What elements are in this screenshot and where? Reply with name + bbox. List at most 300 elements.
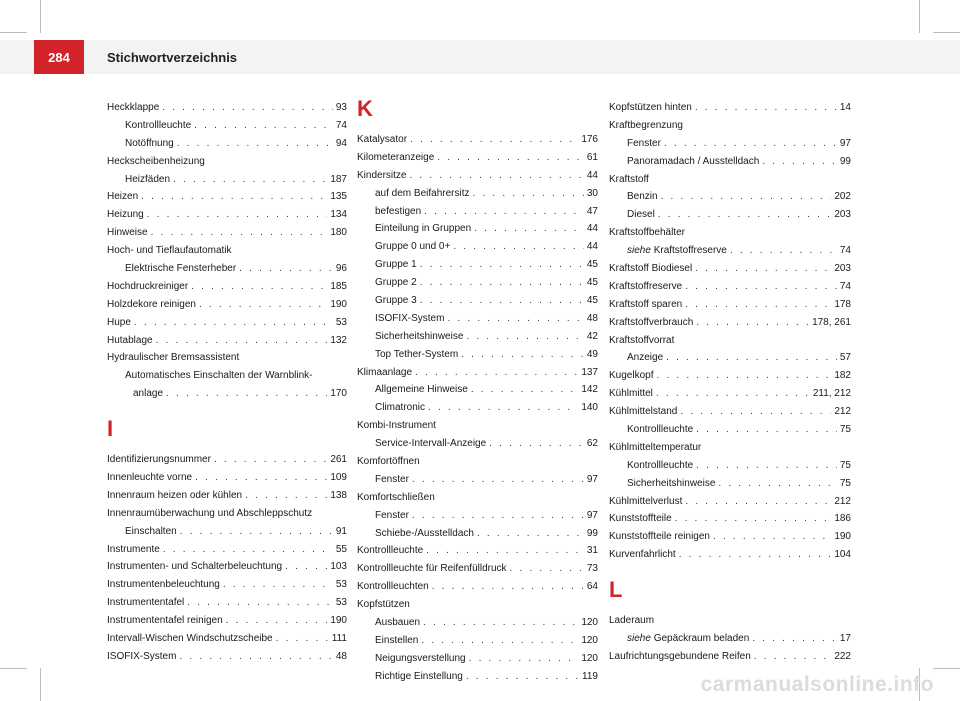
entry-text: Gruppe 1 [375, 259, 417, 271]
dot-leader [696, 457, 837, 475]
entry-text: Einschalten [125, 525, 177, 537]
entry-term [609, 314, 693, 332]
entry-text: Kontrollleuchten [357, 581, 429, 593]
entry-term [375, 632, 418, 650]
entry-page-number: 75 [839, 459, 851, 471]
entry-page-number: 14 [839, 101, 851, 113]
entry-text: Heckklappe [107, 101, 160, 113]
entry-page-number: 53 [335, 579, 347, 591]
entry-term [107, 541, 160, 559]
index-entry [357, 203, 598, 221]
index-column-3 [609, 99, 851, 666]
index-entry [357, 220, 598, 238]
dot-leader [226, 612, 328, 630]
index-heading: Kühlmitteltemperatur [609, 441, 702, 453]
entry-term [107, 558, 282, 576]
entry-term [107, 332, 153, 350]
entry-page-number: 45 [586, 259, 598, 271]
entry-page-number: 222 [834, 650, 851, 662]
index-entry [107, 278, 347, 296]
dot-leader [426, 542, 584, 560]
dot-leader [412, 507, 584, 525]
dot-leader [762, 153, 837, 171]
dot-leader [162, 99, 333, 117]
entry-page-number: 75 [839, 424, 851, 436]
entry-page-number: 47 [586, 205, 598, 217]
entry-text: Kurvenfahrlicht [609, 549, 676, 561]
entry-text: Panoramadach / Ausstelldach [627, 155, 760, 167]
entry-term [107, 469, 192, 487]
dot-leader [656, 367, 831, 385]
dot-leader [466, 668, 579, 686]
dot-leader [180, 523, 333, 541]
index-entry [609, 135, 851, 153]
dot-leader [718, 475, 836, 493]
entry-term [627, 135, 661, 153]
index-heading: Laderaum [609, 615, 655, 627]
entry-term [375, 435, 486, 453]
index-entry [357, 167, 598, 185]
dot-leader [752, 630, 837, 648]
entry-text: Kühlmittelverlust [609, 495, 683, 507]
entry-page-number: 30 [586, 187, 598, 199]
entry-term [107, 648, 176, 666]
entry-term [627, 206, 655, 224]
entry-term [125, 171, 170, 189]
dot-leader [664, 135, 837, 153]
index-entry [609, 457, 851, 475]
entry-text: Kontrollleuchte [627, 424, 694, 436]
entry-term [609, 546, 676, 564]
entry-page-number: 91 [335, 525, 347, 537]
dot-leader [658, 206, 832, 224]
index-entry [357, 185, 598, 203]
entry-term [375, 525, 474, 543]
index-entry [357, 614, 598, 632]
entry-page-number: 57 [839, 352, 851, 364]
entry-text: Heizung [107, 209, 144, 221]
entry-page-number: 45 [586, 277, 598, 289]
entry-term [357, 131, 407, 149]
entry-term [375, 292, 417, 310]
dot-leader [156, 332, 328, 350]
dot-leader [685, 278, 837, 296]
index-entry [609, 421, 851, 439]
entry-term [357, 578, 429, 596]
entry-text: Innenleuchte vorne [107, 472, 193, 484]
dot-leader [695, 260, 831, 278]
index-entry [107, 451, 347, 469]
index-entry [107, 594, 347, 612]
entry-term [375, 203, 421, 221]
index-entry [609, 314, 851, 332]
crop-mark [40, 0, 41, 33]
entry-text: Heizfäden [125, 173, 171, 185]
dot-leader [177, 135, 333, 153]
entry-text: Sicherheitshinweise [375, 330, 464, 342]
index-entry [357, 131, 598, 149]
entry-text: Anzeige [627, 352, 664, 364]
entry-text: Kunststoffteile [609, 513, 672, 525]
index-entry [609, 153, 851, 171]
entry-page-number: 203 [834, 209, 851, 221]
entry-text: Kontrollleuchte [125, 119, 192, 131]
entry-text: Gruppe 3 [375, 295, 417, 306]
entry-page-number: 190 [330, 298, 347, 310]
index-entry [357, 256, 598, 274]
entry-text: Ausbauen [375, 617, 421, 629]
dot-leader [420, 292, 584, 310]
entry-term [609, 99, 692, 117]
entry-text: Katalysator [357, 133, 408, 145]
entry-term [375, 471, 409, 489]
entry-term [125, 135, 174, 153]
entry-text: Hupe [107, 316, 131, 328]
index-entry [609, 188, 851, 206]
dot-leader [410, 131, 578, 149]
entry-term [609, 367, 653, 385]
entry-page-number: 104 [834, 549, 851, 561]
entry-text: Instrumententafel [107, 597, 185, 609]
index-entry [609, 493, 851, 511]
entry-term [375, 507, 409, 525]
entry-page-number: 17 [839, 633, 851, 645]
dot-leader [415, 364, 578, 382]
crop-mark [0, 668, 27, 669]
entry-page-number: 190 [834, 531, 851, 543]
entry-text: Climatronic [375, 402, 426, 414]
entry-page-number: 97 [839, 137, 851, 149]
entry-term [609, 385, 653, 403]
entry-text: Neigungsverstellung [375, 652, 466, 664]
dot-leader [695, 99, 837, 117]
dot-leader [432, 578, 584, 596]
entry-text: Kraftstoff sparen [609, 298, 683, 310]
index-entry [609, 278, 851, 296]
dot-leader [474, 220, 584, 238]
index-heading: Kopfstützen [357, 599, 410, 611]
entry-text: Kontrollleuchte [357, 545, 424, 557]
entry-text: Laufrichtungsgebundene Reifen [609, 650, 751, 662]
dot-leader [420, 256, 584, 274]
entry-term [107, 451, 211, 469]
index-entry [609, 475, 851, 493]
entry-page-number: 135 [330, 191, 347, 203]
entry-term [609, 510, 672, 528]
index-entry [357, 238, 598, 256]
index-entry [357, 292, 598, 310]
index-entry [609, 367, 851, 385]
entry-term [107, 576, 220, 594]
index-entry [357, 310, 598, 328]
index-entry [609, 403, 851, 421]
index-entry [357, 578, 598, 596]
index-entry [107, 135, 347, 153]
entry-text: Kindersitze [357, 169, 407, 181]
entry-text: Kraftstoffverbrauch [609, 316, 694, 328]
dot-leader [675, 510, 832, 528]
entry-term [375, 328, 463, 346]
entry-text: Einstellen [375, 634, 419, 646]
dot-leader [453, 238, 584, 256]
index-heading: Kraftbegrenzung [609, 119, 683, 131]
index-heading: Hydraulischer Bremsassistent [107, 352, 240, 364]
index-entry [609, 546, 851, 564]
entry-term [375, 650, 466, 668]
entry-page-number: 178, 261 [812, 316, 851, 328]
index-heading: Kombi-Instrument [357, 420, 436, 432]
index-entry [609, 648, 851, 666]
dot-leader [245, 487, 327, 505]
entry-text: befestigen [375, 205, 422, 217]
crop-mark [933, 32, 960, 33]
index-entry [357, 149, 598, 167]
entry-page-number: 64 [586, 581, 598, 593]
entry-page-number: 185 [330, 280, 347, 292]
dot-leader [685, 296, 831, 314]
section-letter: L [609, 577, 623, 603]
index-entry [609, 99, 851, 117]
entry-term [627, 153, 759, 171]
entry-page-number: 140 [581, 402, 598, 414]
entry-page-number: 180 [330, 227, 347, 239]
index-entry [107, 612, 347, 630]
index-entry [357, 560, 598, 578]
dot-leader [685, 493, 831, 511]
index-heading: Kraftstoffbehälter [609, 227, 685, 239]
entry-term [627, 349, 663, 367]
index-entry [609, 630, 851, 648]
entry-text: Hinweise [107, 227, 148, 239]
entry-page-number: 132 [330, 334, 347, 346]
dot-leader [163, 541, 333, 559]
entry-page-number: 44 [586, 169, 598, 181]
entry-text: Instrumentenbeleuchtung [107, 579, 220, 591]
index-heading: Komfortöffnen [357, 456, 420, 468]
index-entry [107, 523, 347, 541]
dot-leader [696, 314, 809, 332]
see-reference-label: siehe [627, 245, 651, 257]
dot-leader [423, 614, 578, 632]
entry-page-number: 99 [839, 155, 851, 167]
dot-leader [466, 328, 583, 346]
entry-text: Holzdekore reinigen [107, 298, 196, 310]
entry-page-number: 49 [586, 348, 598, 360]
dot-leader [194, 117, 333, 135]
entry-term [609, 528, 710, 546]
dot-leader [199, 296, 327, 314]
entry-page-number: 55 [335, 543, 347, 555]
entry-page-number: 42 [586, 330, 598, 342]
entry-page-number: 93 [335, 101, 347, 113]
index-heading: Komfortschließen [357, 491, 435, 503]
entry-text: Einteilung in Gruppen [375, 223, 472, 235]
entry-page-number: 202 [834, 191, 851, 203]
index-column-2 [357, 96, 598, 686]
entry-page-number: 186 [834, 513, 851, 525]
dot-leader [276, 630, 329, 648]
index-entry [357, 507, 598, 525]
dot-leader [424, 203, 584, 221]
index-entry [357, 632, 598, 650]
entry-text: Intervall-Wischen Windschutzscheibe [107, 633, 273, 645]
crop-mark [0, 32, 27, 33]
entry-text: Allgemeine Hinweise [375, 384, 468, 396]
section-letter: K [357, 96, 373, 121]
entry-page-number: 137 [581, 366, 598, 378]
dot-leader [195, 469, 327, 487]
index-entry [107, 648, 347, 666]
entry-page-number: 182 [834, 370, 851, 382]
index-entry [107, 260, 347, 278]
dot-leader [661, 188, 832, 206]
entry-text: Heizen [107, 191, 139, 203]
dot-leader [730, 242, 837, 260]
entry-page-number: 138 [330, 489, 347, 501]
index-entry [107, 385, 347, 403]
page-number: 284 [34, 40, 84, 74]
dot-leader [666, 349, 837, 367]
dot-leader [187, 594, 333, 612]
index-column-1 [107, 99, 347, 666]
entry-page-number: 212 [834, 406, 851, 418]
entry-page-number: 120 [581, 652, 598, 664]
dot-leader [473, 185, 584, 203]
index-entry [357, 381, 598, 399]
entry-term [375, 185, 470, 203]
entry-page-number: 44 [586, 223, 598, 235]
dot-leader [477, 525, 584, 543]
entry-text: Kraftstoffreserve [653, 245, 727, 257]
dot-leader [510, 560, 584, 578]
index-heading: Kraftstoffvorrat [609, 334, 675, 346]
index-heading: Automatisches Einschalten der Warnblink- [125, 370, 313, 382]
entry-term [375, 399, 425, 417]
index-entry [609, 242, 851, 260]
dot-leader [428, 399, 578, 417]
dot-leader [214, 451, 327, 469]
index-entry [107, 314, 347, 332]
entry-text: Klimaanlage [357, 366, 413, 378]
index-entry [107, 469, 347, 487]
entry-text: Service-Intervall-Anzeige [375, 438, 487, 450]
entry-term [357, 560, 507, 578]
entry-text: Notöffnung [125, 137, 174, 149]
entry-text: Instrumente [107, 543, 160, 555]
index-entry [609, 260, 851, 278]
entry-term [125, 117, 191, 135]
entry-page-number: 74 [839, 245, 851, 257]
entry-text: Diesel [627, 209, 655, 221]
entry-term [375, 220, 471, 238]
entry-text: Instrumententafel reinigen [107, 615, 223, 627]
entry-page-number: 190 [330, 615, 347, 627]
entry-term [627, 475, 715, 493]
page-title: Stichwortverzeichnis [107, 49, 238, 65]
index-entry [107, 576, 347, 594]
entry-page-number: 120 [581, 617, 598, 629]
entry-page-number: 53 [335, 597, 347, 609]
entry-text: Identifizierungsnummer [107, 454, 211, 466]
entry-term [375, 310, 444, 328]
entry-term [107, 99, 159, 117]
entry-text: auf dem Beifahrersitz [375, 187, 470, 199]
entry-page-number: 96 [335, 263, 347, 274]
entry-term [609, 648, 751, 666]
entry-term [107, 630, 273, 648]
entry-text: Benzin [627, 191, 658, 203]
entry-text: Kopfstützen hinten [609, 101, 692, 113]
crop-mark [933, 668, 960, 669]
index-entry [357, 364, 598, 382]
entry-page-number: 45 [586, 295, 598, 306]
entry-text: Kugelkopf [609, 370, 654, 382]
entry-page-number: 73 [586, 563, 598, 575]
entry-term [107, 224, 148, 242]
entry-page-number: 178 [834, 298, 851, 310]
index-entry [107, 296, 347, 314]
entry-term [375, 381, 468, 399]
entry-term [627, 242, 727, 260]
entry-term [627, 630, 749, 648]
entry-page-number: 53 [335, 316, 347, 328]
dot-leader [151, 224, 328, 242]
entry-text: Gepäckraum beladen [653, 633, 750, 645]
entry-text: Kühlmittel [609, 388, 653, 400]
entry-page-number: 109 [330, 472, 347, 484]
entry-text: Kraftstoff Biodiesel [609, 263, 693, 274]
index-entry [357, 525, 598, 543]
entry-page-number: 75 [839, 477, 851, 489]
index-heading: Kraftstoff [609, 173, 649, 185]
dot-leader [179, 648, 332, 666]
entry-page-number: 142 [581, 384, 598, 396]
entry-term [609, 260, 692, 278]
index-heading: Hoch- und Tieflaufautomatik [107, 245, 232, 257]
entry-page-number: 111 [331, 633, 347, 645]
entry-term [609, 296, 682, 314]
entry-text: Sicherheitshinweise [627, 477, 716, 489]
index-entry [357, 650, 598, 668]
entry-term [107, 612, 223, 630]
entry-text: anlage [133, 388, 164, 400]
index-entry [357, 399, 598, 417]
entry-text: Hutablage [107, 334, 153, 346]
entry-term [627, 188, 658, 206]
entry-term [107, 487, 242, 505]
index-entry [357, 542, 598, 560]
dot-leader [447, 310, 583, 328]
see-reference-label: siehe [627, 633, 651, 645]
dot-leader [471, 381, 578, 399]
entry-term [627, 421, 693, 439]
entry-page-number: 97 [586, 473, 598, 485]
entry-text: Fenster [375, 473, 409, 485]
index-entry [107, 188, 347, 206]
dot-leader [141, 188, 327, 206]
entry-page-number: 120 [581, 634, 598, 646]
entry-term [125, 523, 177, 541]
entry-term [107, 594, 184, 612]
entry-page-number: 94 [335, 137, 347, 149]
entry-page-number: 261 [330, 454, 347, 466]
section-letter: I [107, 416, 114, 442]
entry-term [107, 188, 138, 206]
entry-page-number: 44 [586, 241, 598, 253]
index-entry [107, 171, 347, 189]
index-heading: Heckscheibenheizung [107, 155, 205, 167]
entry-text: Instrumenten- und Schalterbeleuchtung [107, 561, 283, 573]
